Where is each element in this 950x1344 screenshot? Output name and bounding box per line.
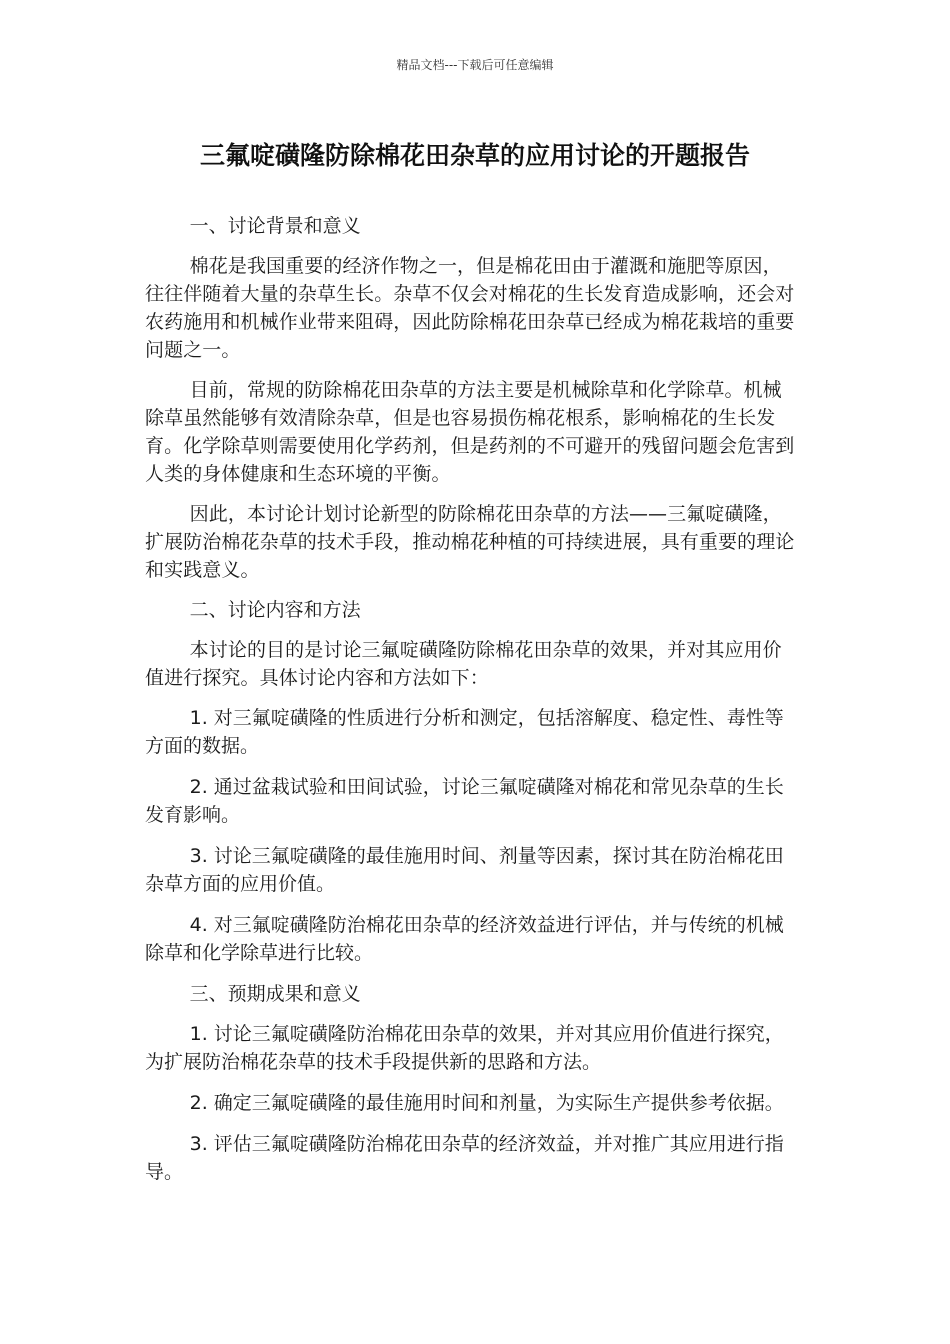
paragraph: 棉花是我国重要的经济作物之一，但是棉花田由于灌溉和施肥等原因，往往伴随着大量的杂草生长。杂草不仅会对棉花的生长发育造成影响，还会对农药施用和机械作业带来阻碍，因此防除棉花田杂草已经成为棉花栽培的重要问题之一。: [145, 255, 795, 361]
document-body: [145, 212, 800, 1199]
list-item: 3. 评估三氟啶磺隆防治棉花田杂草的经济效益，并对推广其应用进行指导。: [145, 1133, 784, 1183]
list-item: 2. 通过盆栽试验和田间试验，讨论三氟啶磺隆对棉花和常见杂草的生长发育影响。: [145, 776, 784, 826]
running-header: 精品文档---下载后可任意编辑: [396, 58, 554, 72]
list-item: 4. 对三氟啶磺隆防治棉花田杂草的经济效益进行评估，并与传统的机械除草和化学除草进行比较。: [145, 914, 784, 964]
list-item: 1. 讨论三氟啶磺隆防治棉花田杂草的效果，并对其应用价值进行探究，为扩展防治棉花杂草的技术手段提供新的思路和方法。: [145, 1023, 784, 1073]
section-heading-content-methods: 二、讨论内容和方法: [189, 599, 361, 621]
paragraph: 目前，常规的防除棉花田杂草的方法主要是机械除草和化学除草。机械除草虽然能够有效清除杂草，但是也容易损伤棉花根系，影响棉花的生长发育。化学除草则需要使用化学药剂，但是药剂的不可避开的残留问题会危害到人类的身体健康和生态环境的平衡。: [145, 379, 795, 485]
list-item: 1. 对三氟啶磺隆的性质进行分析和测定，包括溶解度、稳定性、毒性等方面的数据。: [145, 707, 784, 757]
document-title: 三氟啶磺隆防除棉花田杂草的应用讨论的开题报告: [199, 141, 750, 170]
list-item: 3. 讨论三氟啶磺隆的最佳施用时间、剂量等因素，探讨其在防治棉花田杂草方面的应用价值。: [145, 845, 784, 895]
list-item: 2. 确定三氟啶磺隆的最佳施用时间和剂量，为实际生产提供参考依据。: [189, 1092, 784, 1114]
paragraph: 本讨论的目的是讨论三氟啶磺隆防除棉花田杂草的效果，并对其应用价值进行探究。具体讨论内容和方法如下：: [145, 639, 782, 689]
paragraph: 因此，本讨论计划讨论新型的防除棉花田杂草的方法——三氟啶磺隆，扩展防治棉花杂草的技术手段，推动棉花种植的可持续进展，具有重要的理论和实践意义。: [145, 503, 795, 581]
section-heading-background: 一、讨论背景和意义: [189, 215, 361, 237]
section-heading-expected-results: 三、预期成果和意义: [189, 983, 361, 1005]
